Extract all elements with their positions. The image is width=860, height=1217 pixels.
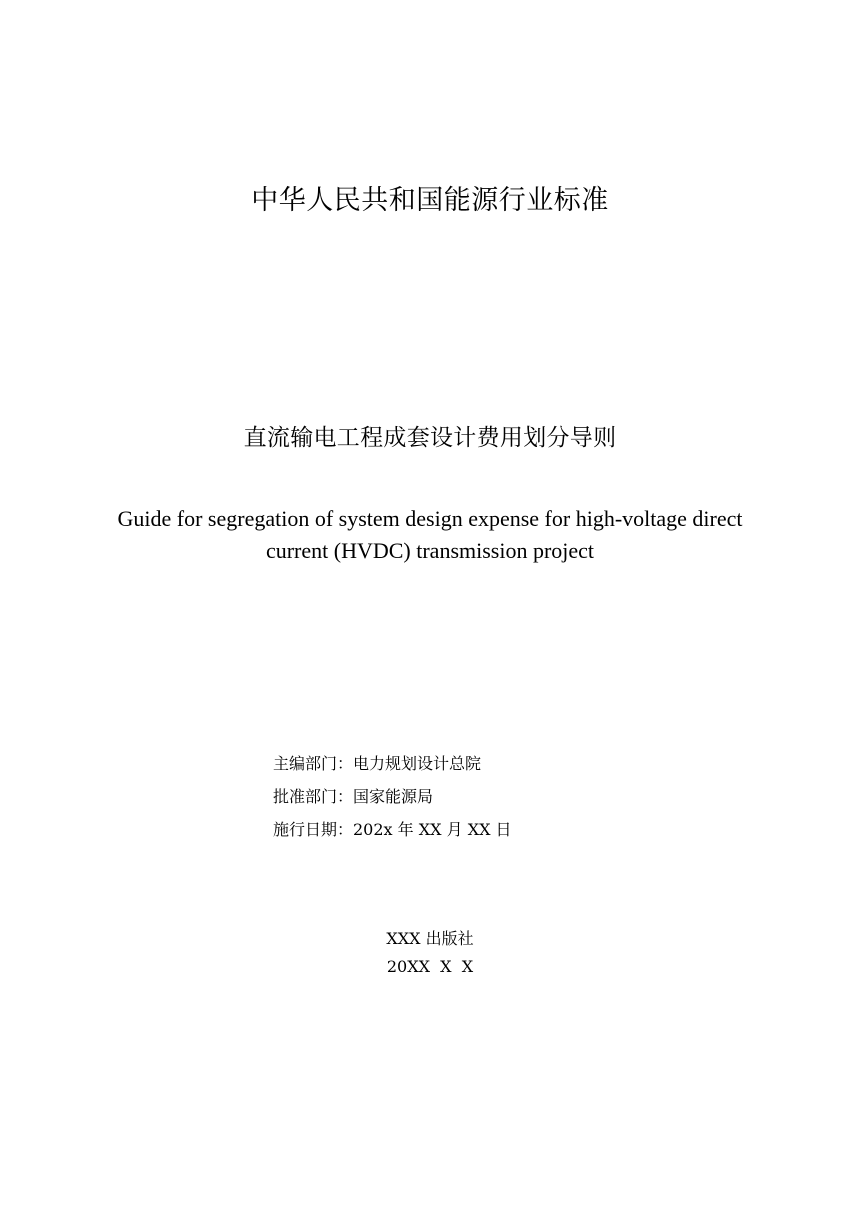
approver-department: 批准部门：国家能源局 <box>273 787 434 806</box>
effective-date: 施行日期：202x 年 XX 月 XX 日 <box>273 820 512 839</box>
publisher-name: XXX 出版社 <box>386 929 474 948</box>
document-meta <box>273 750 512 849</box>
standard-title: 中华人民共和国能源行业标准 <box>251 185 609 216</box>
document-title-chinese: 直流输电工程成套设计费用划分导则 <box>243 425 617 451</box>
document-title-english-line-1: Guide for segregation of system design expense for high-voltage direct <box>117 506 743 531</box>
editor-department: 主编部门：电力规划设计总院 <box>273 754 482 773</box>
document-title-english-line-2: current (HVDC) transmission project <box>265 538 595 563</box>
document-title-english <box>80 503 780 567</box>
publication-date: 20XX X X <box>386 957 474 976</box>
publisher-block <box>0 926 860 982</box>
